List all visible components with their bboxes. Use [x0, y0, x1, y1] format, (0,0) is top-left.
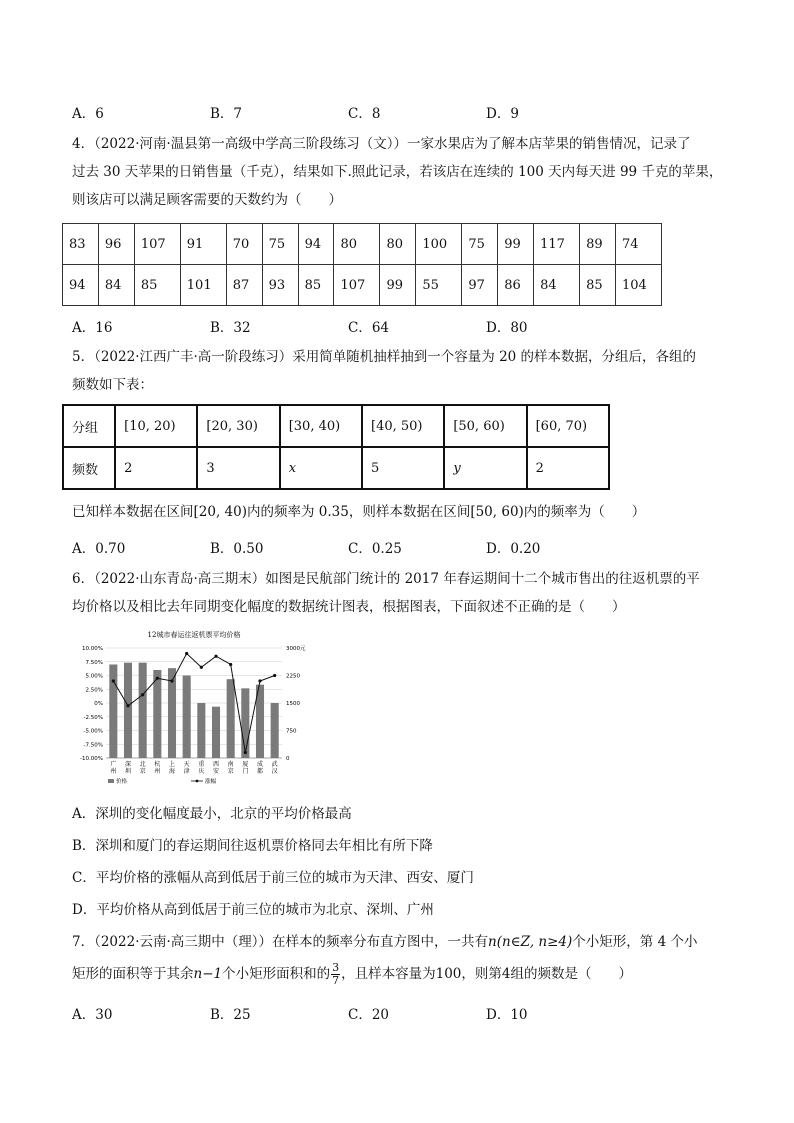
- table-cell: 104: [616, 265, 662, 306]
- category-label-top: 广: [110, 761, 117, 768]
- table-cell: 117: [534, 224, 580, 265]
- table-cell: 74: [616, 224, 662, 265]
- q4-line2: 过去 30 天苹果的日销售量（千克），结果如下.照此记录，若该店在连续的 100 天内每天进 99 千克的苹果，: [72, 164, 723, 180]
- table-cell: 85: [298, 265, 334, 306]
- table-cell: 80: [380, 224, 416, 265]
- table-cell: x: [280, 447, 362, 489]
- left-tick-label: 2.50%: [85, 687, 103, 694]
- category-label-top: 深: [124, 761, 132, 768]
- price-bar: [241, 688, 249, 758]
- q6-option-c: C．平均价格的涨幅从高到低居于前三位的城市为天津、西安、厦门: [72, 870, 474, 886]
- table-cell: 93: [262, 265, 298, 306]
- table-cell: 94: [298, 224, 334, 265]
- category-label-top: 南: [227, 761, 234, 768]
- change-point: [229, 663, 232, 666]
- price-bar: [212, 707, 220, 758]
- change-point: [244, 751, 247, 754]
- q7-math-n: n(n∈Z, n≥4): [488, 934, 573, 950]
- q6-line1: 6．（2022·山东青岛·高三期末）如图是民航部门统计的 2017 年春运期间十二个城市售出的往返机票的平: [72, 571, 700, 587]
- q3-options: [72, 102, 752, 124]
- right-tick-label: 750: [286, 728, 297, 735]
- legend-bar-swatch: [108, 779, 114, 783]
- price-bar: [124, 663, 132, 758]
- category-label-bottom: 圳: [124, 768, 132, 775]
- category-label-top: 成: [256, 761, 264, 768]
- price-bar: [197, 703, 205, 758]
- q7-option-a: A．30: [72, 1007, 113, 1023]
- legend-line-marker: [196, 780, 199, 783]
- chart-title: 12城市春运往返机票平均价格: [147, 631, 241, 639]
- q5-line1: 5．（2022·江西广丰·高一阶段练习）采用简单随机抽样抽到一个容量为 20 的样本数据，分组后，各组的: [72, 349, 697, 365]
- q4-option-a: A．16: [72, 320, 113, 336]
- category-label-top: 厦: [242, 761, 249, 768]
- table-cell: 70: [226, 224, 262, 265]
- price-bar: [183, 676, 191, 759]
- q5-line3: 已知样本数据在区间[20, 40)内的频率为 0.35，则样本数据在区间[50, 60)内的频率为（ ）: [72, 504, 646, 520]
- category-label-bottom: 安: [212, 768, 220, 775]
- change-point: [126, 704, 129, 707]
- q4-options: [72, 316, 752, 338]
- table-cell: 107: [134, 224, 180, 265]
- category-label-bottom: 庆: [198, 768, 205, 775]
- left-tick-label: -5.00%: [83, 728, 103, 735]
- q6-option-b: B．深圳和厦门的春运期间往返机票价格同去年相比有所下降: [72, 838, 433, 854]
- table-row: [63, 405, 609, 447]
- category-label-top: 重: [198, 761, 205, 768]
- q5-frequency-table: [62, 404, 610, 490]
- q7-option-d: D．10: [486, 1007, 528, 1023]
- table-cell: 99: [380, 265, 416, 306]
- left-tick-label: 7.50%: [85, 659, 103, 666]
- change-point: [258, 679, 261, 682]
- change-point: [170, 679, 173, 682]
- table-cell: 75: [462, 224, 498, 265]
- table-cell: 80: [334, 224, 380, 265]
- category-label-bottom: 京: [227, 768, 234, 775]
- q5-line2: 频数如下表：: [72, 377, 153, 393]
- table-cell: [50, 60): [444, 405, 526, 447]
- q4-option-d: D．80: [486, 320, 528, 336]
- table-row: [63, 447, 609, 489]
- q7-math-n-minus-1: n−1: [193, 966, 223, 982]
- q3-option-b: B．7: [210, 106, 243, 122]
- table-cell: 75: [262, 224, 298, 265]
- table-cell: 84: [534, 265, 580, 306]
- table-cell: 85: [134, 265, 180, 306]
- table-cell: 87: [226, 265, 262, 306]
- category-label-top: 武: [271, 761, 278, 768]
- q5-option-b: B．0.50: [210, 541, 264, 557]
- table-cell: 5: [362, 447, 444, 489]
- q4-option-c: C．64: [348, 320, 390, 336]
- q3-option-c: C．8: [348, 106, 381, 122]
- q5-stem: [72, 343, 732, 399]
- table-row: [63, 224, 662, 265]
- category-label-bottom: 汉: [271, 768, 278, 775]
- table-cell: 83: [63, 224, 99, 265]
- table-cell: 2: [115, 447, 197, 489]
- table-cell: 55: [416, 265, 462, 306]
- table-cell: 84: [98, 265, 134, 306]
- table-cell: [60, 70): [527, 405, 609, 447]
- price-bar: [271, 703, 279, 758]
- legend-line-label: 涨幅: [205, 779, 217, 785]
- category-label-bottom: 州: [110, 768, 117, 775]
- q4-line3: 则该店可以满足顾客需要的天数约为（ ）: [72, 192, 342, 208]
- table-cell: 分组: [63, 405, 115, 447]
- category-label-bottom: 都: [256, 768, 264, 775]
- airfare-chart-svg: [70, 628, 320, 793]
- q7-stem: [72, 926, 732, 990]
- table-cell: 2: [527, 447, 609, 489]
- q7-line1: 7．（2022·云南·高三期中（理））在样本的频率分布直方图中，一共有n(n∈Z, n≥4)个小矩形，第 4 个小: [72, 934, 698, 950]
- table-cell: [40, 50): [362, 405, 444, 447]
- q6-option-a: A．深圳的变化幅度最小，北京的平均价格最高: [72, 806, 352, 822]
- table-cell: [20, 30): [197, 405, 279, 447]
- change-point: [112, 679, 115, 682]
- category-label-bottom: 海: [168, 768, 176, 775]
- table-cell: 94: [63, 265, 99, 306]
- change-point: [200, 666, 203, 669]
- q3-option-a: A．6: [72, 106, 104, 122]
- q7-line2: 矩形的面积等于其余n−1个小矩形面积和的 $\frac{3}{7}$ ，且样本容量为100，则第4组的频数是（ ）: [72, 961, 632, 987]
- q7-option-c: C．20: [348, 1007, 390, 1023]
- category-label-bottom: 津: [183, 768, 190, 775]
- q5-option-c: C．0.25: [348, 541, 402, 557]
- price-bar: [227, 679, 235, 758]
- right-tick-label: 0: [286, 756, 290, 762]
- right-tick-label: 3000元: [286, 646, 306, 652]
- airfare-chart: [70, 628, 320, 793]
- category-label-top: 上: [168, 761, 176, 768]
- change-point: [156, 677, 159, 680]
- q4-stem: [72, 130, 732, 214]
- right-tick-label: 2250: [286, 673, 300, 680]
- table-cell: 3: [197, 447, 279, 489]
- table-cell: 86: [498, 265, 534, 306]
- table-cell: y: [444, 447, 526, 489]
- table-cell: 99: [498, 224, 534, 265]
- table-cell: [30, 40): [280, 405, 362, 447]
- q4-sales-table: [62, 223, 662, 306]
- table-cell: 频数: [63, 447, 115, 489]
- q4-option-b: B．32: [210, 320, 251, 336]
- change-point: [214, 655, 217, 658]
- q6-options: [72, 800, 732, 928]
- q3-option-d: D．9: [486, 106, 519, 122]
- price-bar: [109, 665, 117, 759]
- left-tick-label: -2.50%: [83, 714, 103, 721]
- table-cell: 101: [180, 265, 226, 306]
- table-row: [63, 265, 662, 306]
- left-tick-label: -7.50%: [83, 742, 103, 749]
- left-tick-label: 10.00%: [82, 646, 103, 652]
- q6-line2: 均价格以及相比去年同期变化幅度的数据统计图表，根据图表，下面叙述不正确的是（ ）: [72, 599, 626, 615]
- left-tick-label: -10.00%: [80, 756, 103, 762]
- q7-option-b: B．25: [210, 1007, 251, 1023]
- q5-option-d: D．0.20: [486, 541, 541, 557]
- table-cell: 89: [580, 224, 616, 265]
- category-label-bottom: 州: [154, 768, 161, 775]
- category-label-bottom: 京: [139, 768, 146, 775]
- table-cell: 107: [334, 265, 380, 306]
- table-cell: [10, 20): [115, 405, 197, 447]
- q7-options: [72, 1003, 752, 1025]
- category-label-top: 杭: [154, 761, 161, 768]
- table-cell: 91: [180, 224, 226, 265]
- q6-option-d: D．平均价格从高到低居于前三位的城市为北京、深圳、广州: [72, 902, 434, 918]
- change-point: [185, 652, 188, 655]
- q5-options: [72, 537, 752, 559]
- category-label-top: 西: [212, 761, 220, 768]
- left-tick-label: 0%: [94, 701, 103, 707]
- q4-line1: 4．（2022·河南·温县第一高级中学高三阶段练习（文））一家水果店为了解本店苹果的销售情况，记录了: [72, 136, 691, 152]
- price-bar: [139, 663, 147, 758]
- category-label-bottom: 门: [242, 768, 249, 775]
- category-label-top: 北: [139, 761, 146, 768]
- table-cell: 85: [580, 265, 616, 306]
- legend-bar-label: 价格: [116, 779, 128, 785]
- table-cell: 96: [98, 224, 134, 265]
- right-tick-label: 1500: [286, 701, 300, 707]
- table-cell: 100: [416, 224, 462, 265]
- q6-stem: [72, 565, 732, 621]
- q7-fraction: $\frac{3}{7}$: [332, 961, 340, 987]
- q5-option-a: A．0.70: [72, 541, 126, 557]
- left-tick-label: 5.00%: [85, 673, 103, 680]
- change-point: [273, 674, 276, 677]
- change-point: [141, 693, 144, 696]
- category-label-top: 天: [183, 761, 190, 768]
- price-bar: [153, 670, 161, 758]
- table-cell: 97: [462, 265, 498, 306]
